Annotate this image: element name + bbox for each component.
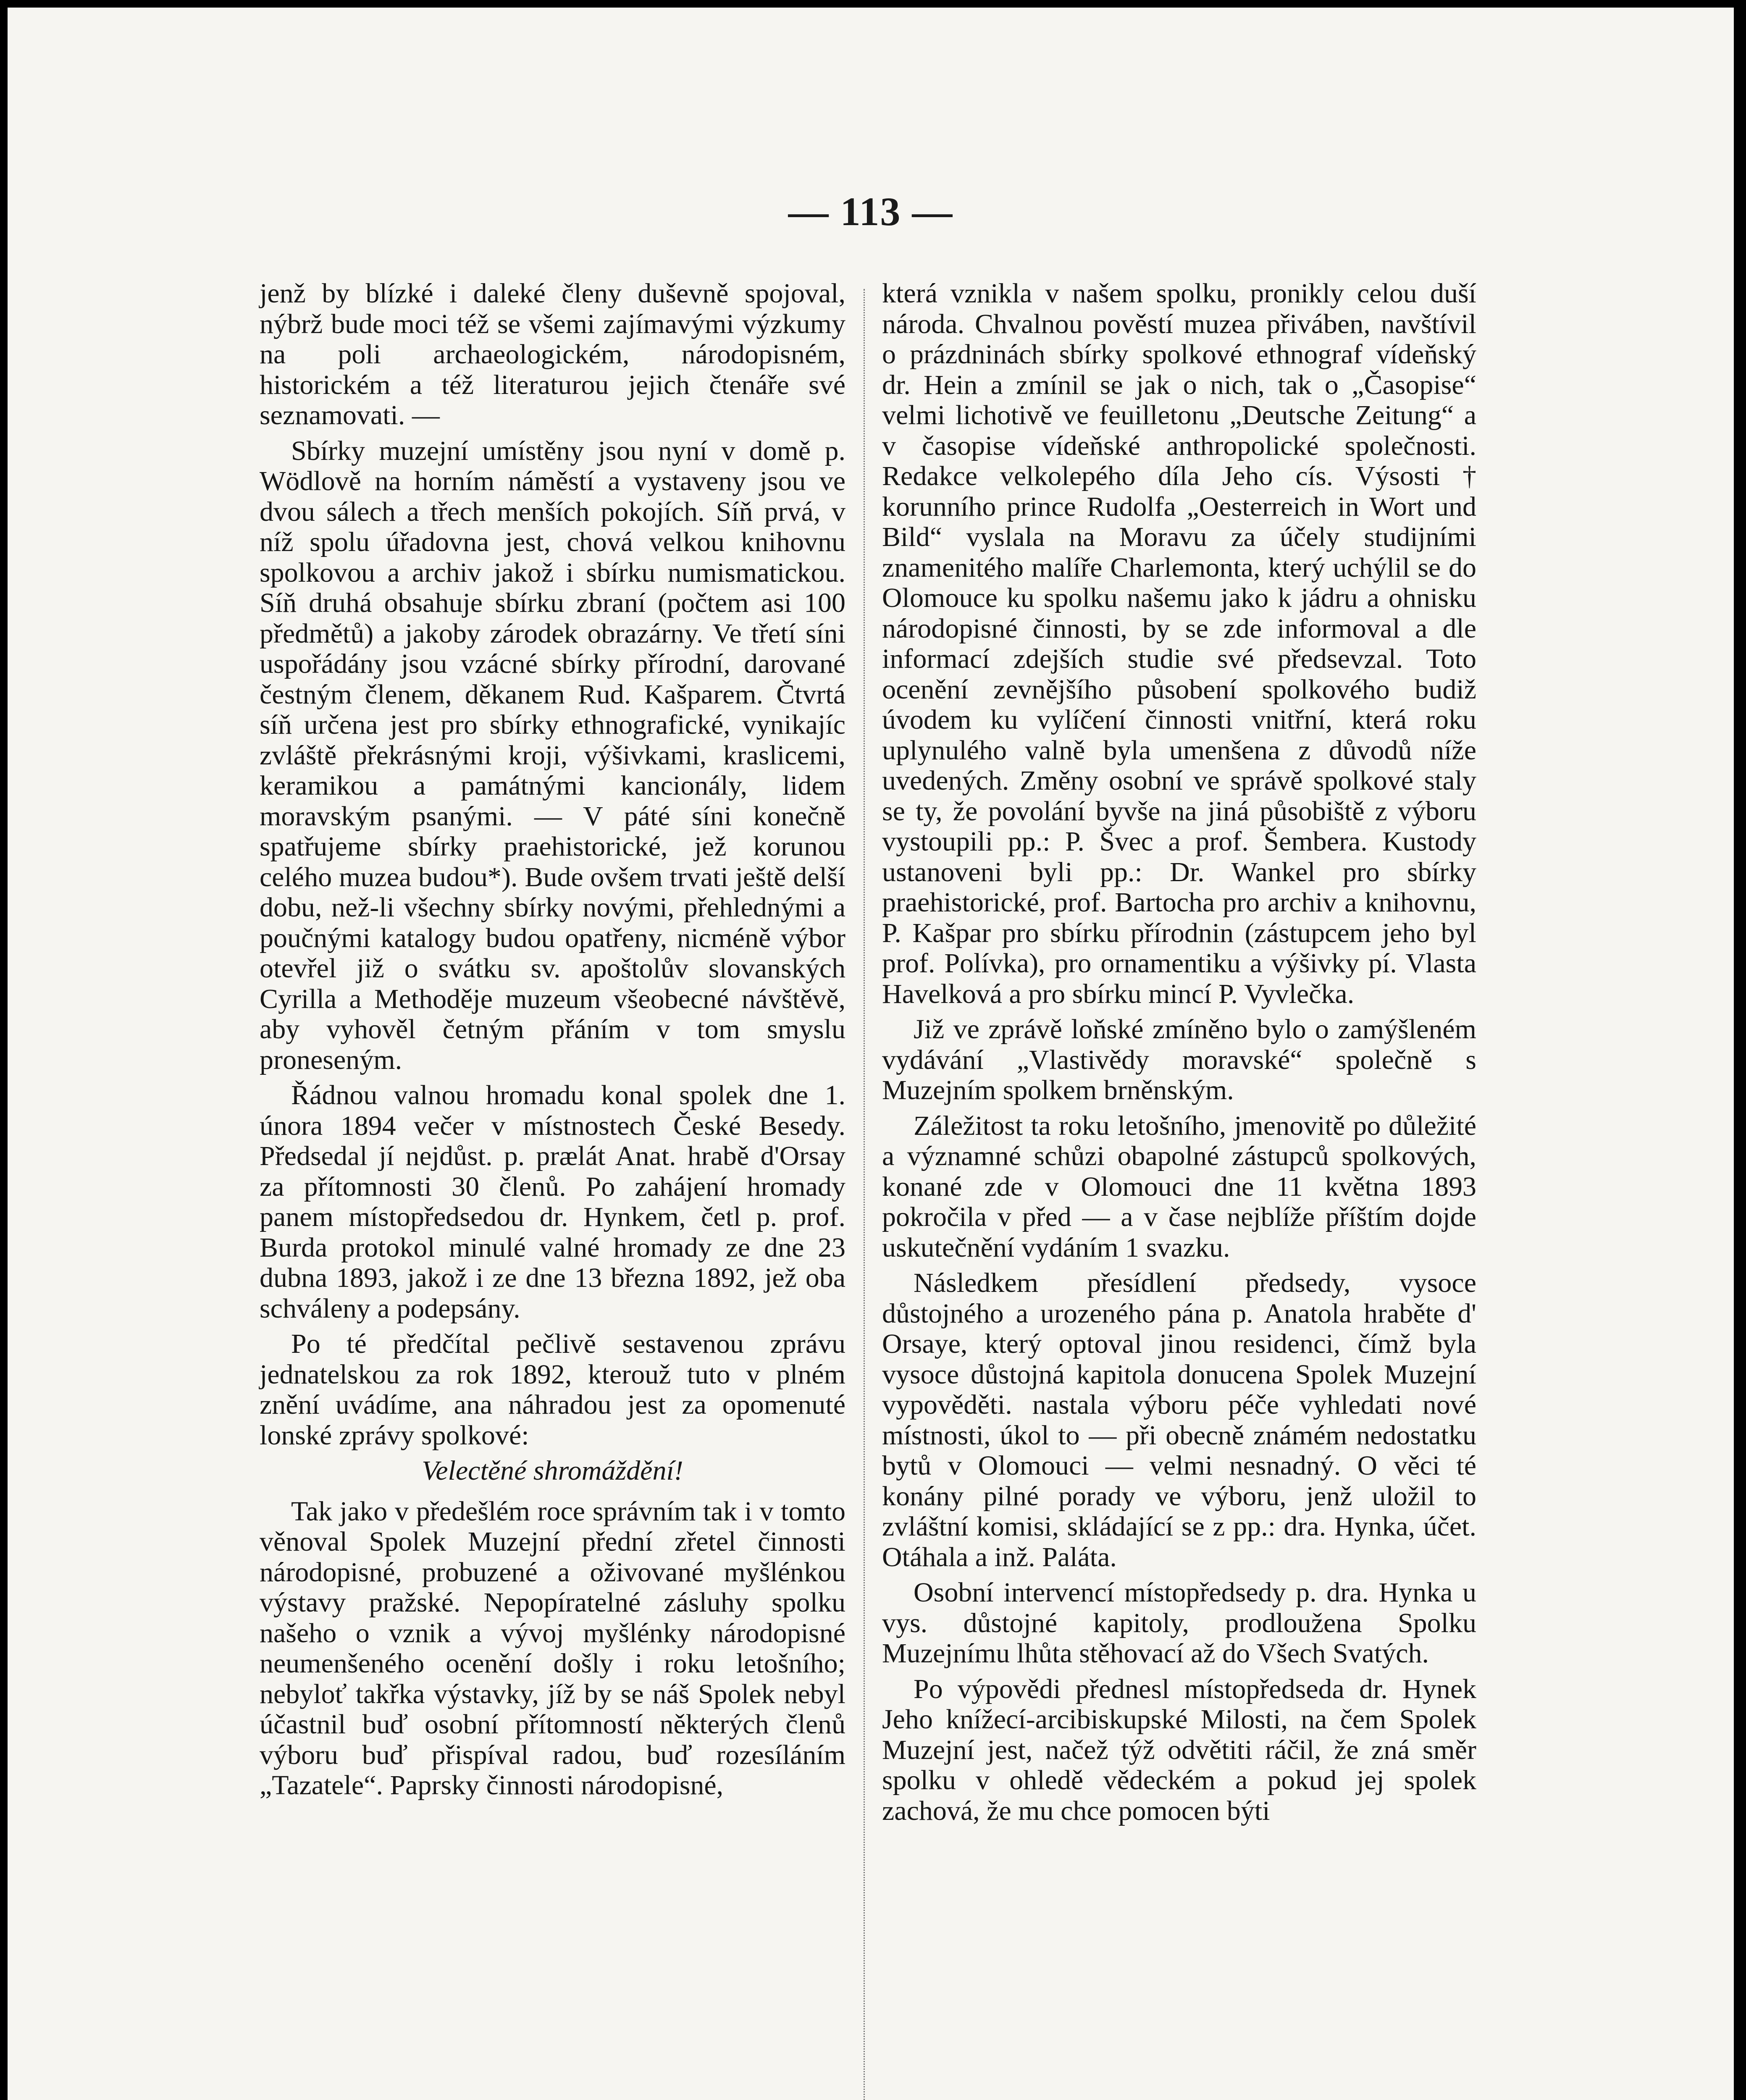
paragraph: Již ve zprávě loňské zmíněno bylo o zamýšleném vydávání „Vlastivědy moravské“ společně s Muzejním spolkem brněnským. <box>882 1014 1476 1105</box>
paragraph: Sbírky muzejní umístěny jsou nyní v domě p. Wödlově na horním náměstí a vystaveny jsou ve dvou sálech a třech menších pokojích. Síň prvá, v níž spolu úřadovna jest, chová velkou knihovnu spolkovou a archiv jakož i sbírku numismatickou. Síň druhá obsahuje sbírku zbraní (počtem asi 100 předmětů) a jakoby zárodek obrazárny. Ve třetí síni uspořádány jsou vzácné sbírky přírodní, darované čestným členem, děkanem Rud. Kašparem. Čtvrtá síň určena jest pro sbírky ethnografické, vynikajíc zvláště překrásnými kroji, výšivkami, kraslicemi, keramikou a památnými kancionály, lidem moravským psanými. — V páté síni konečně spatřujeme sbírky praehistorické, jež korunou celého muzea budou*). Bude ovšem trvati ještě delší dobu, než-li všechny sbírky novými, přehlednými a poučnými katalogy budou opatřeny, nicméně výbor otevřel již o svátku sv. apoštolův slovanských Cyrilla a Methoděje muzeum všeobecné návštěvě, aby vyhověl četným přáním v tom smyslu proneseným. <box>260 435 845 1075</box>
right-column <box>882 278 1476 1831</box>
paragraph: Tak jako v předešlém roce správním tak i v tomto věnoval Spolek Muzejní přední zřetel činnosti národopisné, probuzené a oživované myšlénkou výstavy pražské. Nepopíratelné zásluhy spolku našeho o vznik a vývoj myšlénky národopisné neumenšeného ocenění došly i roku letošního; nebyloť takřka výstavky, jíž by se náš Spolek nebyl účastnil buď osobní přítomností některých členů výboru buď přispíval radou, buď rozesíláním „Tazatele“. Paprsky činnosti národopisné, <box>260 1496 845 1801</box>
paragraph: Osobní intervencí místopředsedy p. dra. Hynka u vys. důstojné kapitoly, prodloužena Spolku Muzejnímu lhůta stěhovací až do Všech Svatých. <box>882 1577 1476 1669</box>
page-number: — 113 — <box>788 189 953 234</box>
paragraph: která vznikla v našem spolku, pronikly celou duší národa. Chvalnou pověstí muzea přiváben, navštívil o prázdninách sbírky spolkové ethnograf vídeňský dr. Hein a zmínil se jak o nich, tak o „Časopise“ velmi lichotivě ve feuilletonu „Deutsche Zeitung“ a v časopise vídeňské anthropolické společnosti. Redakce velkolepého díla Jeho cís. Výsosti † korunního prince Rudolfa „Oesterreich in Wort und Bild“ vyslala na Moravu za účely studijními znamenitého malíře Charlemonta, který uchýlil se do Olomouce ku spolku našemu jako k jádru a ohnisku národopisné činnosti, by se zde informoval a dle informací zdejších studie své předsevzal. Toto ocenění zevnějšího působení spolkového budiž úvodem ku vylíčení činnosti vnitřní, která roku uplynulého valně byla umenšena z důvodů níže uvedených. Změny osobní ve správě spolkové staly se ty, že povolání byvše na jiná působiště z výboru vystoupili pp.: P. Švec a prof. Šembera. Kustody ustanoveni byli pp.: Dr. Wankel pro sbírky praehistorické, prof. Bartocha pro archiv a knihovnu, P. Kašpar pro sbírku přírodnin (zástupcem jeho byl prof. Polívka), pro ornamentiku a výšivky pí. Vlasta Havelková a pro sbírku mincí P. Vyvlečka. <box>882 278 1476 1009</box>
paragraph: jenž by blízké i daleké členy duševně spojoval, nýbrž bude moci též se všemi zajímavými výzkumy na poli archaeologickém, národopisném, historickém a též literaturou jejich čtenáře své seznamovati. — <box>260 278 845 430</box>
book-page <box>8 8 1734 2100</box>
paragraph: Následkem přesídlení předsedy, vysoce důstojného a urozeného pána p. Anatola hraběte d' Orsaye, který optoval jinou residenci, čímž byla vysoce důstojná kapitola donucena Spolek Muzejní vypověděti. nastala výboru péče vyhledati nové místnosti, úkol to — při obecně známém nedostatku bytů v Olomouci — velmi nesnadný. O věci té konány pilné porady ve výboru, jenž uložil to zvláštní komisi, skládající se z pp.: dra. Hynka, účet. Otáhala a inž. Paláta. <box>882 1268 1476 1572</box>
paragraph: Záležitost ta roku letošního, jmenovitě po důležité a významné schůzi obapolné zástupců spolkových, konané zde v Olomouci dne 11 května 1893 pokročila v před — a v čase nejblíže příštím dojde uskutečnění vydáním 1 svazku. <box>882 1110 1476 1263</box>
column-divider <box>864 289 865 2100</box>
paragraph: Po výpovědi přednesl místopředseda dr. Hynek Jeho knížecí-arcibiskupské Milosti, na čem Spolek Muzejní jest, načež týž odvětiti ráčil, že zná směr spolku v ohledě vědeckém a pokud jej spolek zachová, že mu chce pomocen býti <box>882 1673 1476 1826</box>
paragraph: Po té předčítal pečlivě sestavenou zprávu jednatelskou za rok 1892, kterouž tuto v plném znění uvádíme, ana náhradou jest za opomenuté lonské zprávy spolkové: <box>260 1328 845 1451</box>
paragraph: Řádnou valnou hromadu konal spolek dne 1. února 1894 večer v místnostech České Besedy. Předsedal jí nejdůst. p. prælát Anat. hrabě d'Orsay za přítomnosti 30 členů. Po zahájení hromady panem místopředsedou dr. Hynkem, četl p. prof. Burda protokol minulé valné hromady ze dne 23 dubna 1893, jakož i ze dne 13 března 1892, jež oba schváleny a podepsány. <box>260 1080 845 1324</box>
left-column <box>260 278 845 1806</box>
section-heading: Velectěné shromáždění! <box>422 1455 683 1486</box>
